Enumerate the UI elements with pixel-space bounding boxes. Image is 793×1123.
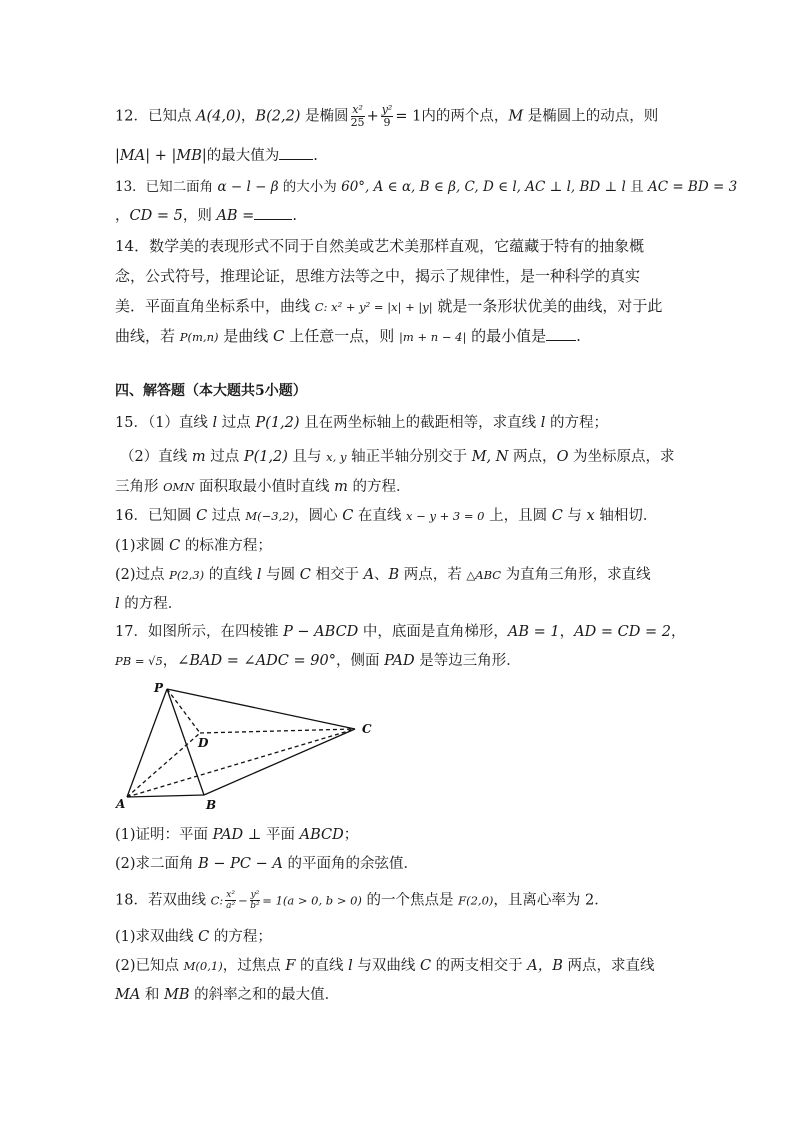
point-b: B(2,2) [255,108,301,125]
q12-text: 的最大值为 [206,148,280,164]
q12-text: 内的两个点， [421,108,509,125]
q12-text: 是椭圆 [300,108,349,125]
dihedral-angle: α − l − β [217,179,279,195]
q13-line1 [115,177,737,197]
q14-text: 上任意一点，则 [284,327,400,345]
answer-blank[interactable] [254,206,292,220]
q18-line4 [115,985,339,1005]
q14-text: 曲线，若 [115,327,180,345]
points-ab: A，B [527,958,563,974]
q14-line4 [115,326,581,347]
q14-line1: 14．数学美的表现形式不同于自然美或艺术美那样直观，它蕴藏于特有的抽象概 [115,237,645,255]
hyperbola-c: C [198,929,210,945]
q18-text: ，过焦点 [222,958,286,974]
q14-text: 美．平面直角坐标系中，曲线 [115,297,315,315]
q17-text: ； [343,827,359,843]
length-ad-cd: AD = CD = 2 [574,624,671,640]
point-a: A [363,567,375,583]
pyramid-figure [112,680,382,815]
q18-text: 两点，求直线 [562,958,655,974]
minus-sign: − [237,893,248,908]
q13-text: ，则 [182,208,217,224]
q18-text: (1)求双曲线 [115,929,199,945]
circle-c: C [196,508,208,524]
q13-conditions: 60°, A ∈ α, B ∈ β, C, D ∈ l, AC ⊥ l, BD ⊥ l [341,179,626,195]
fraction-y2-9 [381,104,394,129]
frac-denominator: b² [250,901,260,911]
q15-text: 的方程； [545,415,609,431]
point-p: P(2,3) [169,568,205,582]
q18-text: 的两支相交于 [431,958,528,974]
points-mn: M, N [471,449,509,465]
q17-part2 [115,854,418,874]
q16-line2 [115,536,272,556]
q17-text: 17．如图所示，在四棱锥 [115,624,284,640]
q15-text: 两点， [508,449,557,465]
q16-text: 为直角三角形，求直线 [501,567,651,583]
q13-ab: AB = [216,208,255,224]
line-l: l [115,596,120,612]
circle-c: C [169,538,181,554]
origin-o: O [556,449,569,465]
q16-text: 在直线 [353,508,407,524]
q15-text: 过点 [217,415,256,431]
q12-text: 是椭圆上的动点，则 [523,108,659,125]
frac-denominator: 25 [350,116,365,129]
q18-text: 和 [140,987,165,1003]
q15-line3 [115,477,410,497]
point-a: A(4,0) [196,108,241,125]
line-l: l [540,415,546,431]
curve-c: C [273,327,285,345]
label-p: P [154,681,164,695]
edge-pa [127,689,167,797]
pyramid-name: P − ABCD [283,624,359,640]
face-abcd: ABCD [299,827,344,843]
label-c: C [362,722,372,736]
q16-line1 [115,506,657,526]
q12-line2 [115,146,318,166]
q18-text: ，且离心率为 2． [493,892,609,909]
q18-text: (2)已知点 [115,958,184,974]
q18-text: 的直线 [295,958,349,974]
q13-text: ， [115,208,130,224]
q17-text: 中，底面是直角梯形， [358,624,508,640]
point-p: P(1,2) [255,415,300,431]
q14-text: 就是一条形状优美的曲线，对于此 [432,297,663,315]
q17-text: ⊥ 平面 [243,827,300,843]
line-m: m [334,479,348,495]
point-m: M [508,108,524,125]
q16-text: 轴相切． [594,508,658,524]
q18-line3 [115,956,655,976]
q12-line1 [115,104,658,129]
line-l: l [212,415,218,431]
q17-text: ， [162,653,178,669]
label-a: A [116,797,126,811]
answer-blank[interactable] [546,327,576,341]
q18-text: 的斜率之和的最大值． [189,987,340,1003]
fraction-x2-a2 [225,890,236,911]
q18-line1 [115,890,609,911]
q15-text: 的方程． [347,479,411,495]
line-ma: MA [115,987,141,1003]
point-p: P(1,2) [243,449,288,465]
q12-period: . [313,148,318,164]
equals-one: = 1 [395,108,422,125]
hyperbola-c: C: [210,893,224,908]
q16-line3 [115,565,651,585]
hyperbola-condition: = 1(a > 0, b > 0) [262,893,362,908]
q16-text: 过点 [207,508,246,524]
line-l: l [348,958,353,974]
label-d: D [198,736,209,750]
point-m: M(0,1) [183,959,223,973]
q18-line2 [115,927,272,947]
line-equation: x − y + 3 = 0 [406,509,485,523]
q17-text: 是等边三角形． [414,653,521,669]
q16-text: (1)求圆 [115,538,170,554]
angles: ∠BAD = ∠ADC = 90° [177,653,336,669]
q12-text: 12．已知点 [115,108,197,125]
plus-sign: + [366,108,379,125]
q15-text: 三角形 [115,479,164,495]
frac-numerator: x² [352,103,363,116]
line-l: l [256,567,262,583]
q16-text: 两点，若 [399,567,467,583]
q18-text: 的一个焦点是 [361,892,459,909]
q18-text: 的方程； [209,929,272,945]
q13-lengths: AC = BD = 3 [647,179,738,195]
q14-line3 [115,296,662,317]
q17-text: 的平面角的余弦值． [282,856,418,872]
frac-denominator: a² [226,901,236,911]
q17-line2 [115,651,521,671]
q13-line2 [115,206,297,226]
focus-f: F [285,958,296,974]
label-b: B [206,798,217,812]
q16-text: 16．已知圆 [115,508,197,524]
q15-text: 过点 [205,449,244,465]
frac-denominator: 9 [383,116,391,129]
axes-xy: x, y [326,450,347,464]
q17-part1 [115,825,358,845]
line-mb: MB [164,987,190,1003]
point-p: P(m,n) [179,330,219,344]
q15-text: 为坐标原点，求 [568,449,675,465]
q15-text: 且与 [287,449,327,465]
edge-ad [127,733,200,797]
edge-ab [127,795,204,797]
q15-text: 轴正半轴分别交于 [346,449,472,465]
q14-expression: |m + n − 4| [399,330,467,344]
fraction-x2-25 [351,104,365,129]
q16-text: 与 [562,508,587,524]
circle-c: C [551,508,563,524]
edge-pc [167,689,355,729]
q16-text: ，圆心 [294,508,343,524]
q17-text: ， [559,624,575,640]
q16-text: 上，且圆 [484,508,552,524]
q14-period: . [576,327,581,345]
q16-text: 的直线 [204,567,257,583]
answer-blank[interactable] [279,146,313,160]
q15-text: 面积取最小值时直线 [194,479,335,495]
section-heading: 四、解答题（本大题共5小题） [115,383,307,399]
edge-ac [127,729,355,797]
q16-text: 与圆 [261,567,300,583]
q13-text: 13．已知二面角 [115,179,218,195]
focus-f: F(2,0) [458,893,494,908]
edge-bc [204,729,355,795]
frac-numerator: y² [250,890,260,900]
hyperbola-c: C [419,958,432,974]
point-m: M(−3,2) [245,509,295,523]
q17-text: ，侧面 [335,653,385,669]
triangle-abc: △ABC [466,568,502,582]
q14-text: 是曲线 [218,327,274,345]
circle-c: C [342,508,354,524]
frac-numerator: y² [381,103,393,116]
face-pad: PAD [384,653,415,669]
q17-line1 [115,622,685,642]
q16-text: 的方程． [119,596,183,612]
point-b: B [388,567,400,583]
q13-cd: CD = 5 [129,208,183,224]
q15-line1 [115,413,608,433]
q12-expression: |MA| + |MB| [115,148,207,164]
q15-text: 且在两坐标轴上的截距相等，求直线 [299,415,541,431]
face-pad: PAD [212,827,244,843]
length-pb: PB = √5 [115,654,163,668]
curve-equation: C: x² + y² = |x| + |y| [314,300,433,314]
q14-line2: 念，公式符号，推理论证，思维方法等之中，揭示了规律性，是一种科学的真实 [115,267,641,285]
q15-line2 [120,447,675,467]
dihedral-expression: B − PC − A [198,856,283,872]
q16-text: 、 [374,567,389,583]
q13-text: 且 [625,179,648,195]
q16-text: 相交于 [310,567,364,583]
fraction-y2-b2 [250,890,261,911]
q16-text: (2)过点 [115,567,170,583]
q18-text: 18．若双曲线 [115,892,211,909]
x-axis: x [586,508,595,524]
q16-line4 [115,594,182,614]
q12-sep: ， [240,108,256,125]
line-m: m [191,449,206,465]
q13-text: 的大小为 [278,179,342,195]
q14-text: 的最小值是 [466,327,547,345]
triangle-omn: OMN [163,480,195,494]
q15-text: （2）直线 [120,449,192,465]
q16-text: 的标准方程； [180,538,272,554]
edge-dc [200,729,355,733]
q18-text: 与双曲线 [352,958,420,974]
circle-c: C [299,567,311,583]
frac-numerator: x² [226,890,235,900]
q17-text: (1)证明：平面 [115,827,213,843]
q13-period: . [292,208,297,224]
q15-text: 15．（1）直线 [115,415,213,431]
q17-text: (2)求二面角 [115,856,199,872]
length-ab: AB = 1 [507,624,560,640]
q17-text: ， [670,624,686,640]
